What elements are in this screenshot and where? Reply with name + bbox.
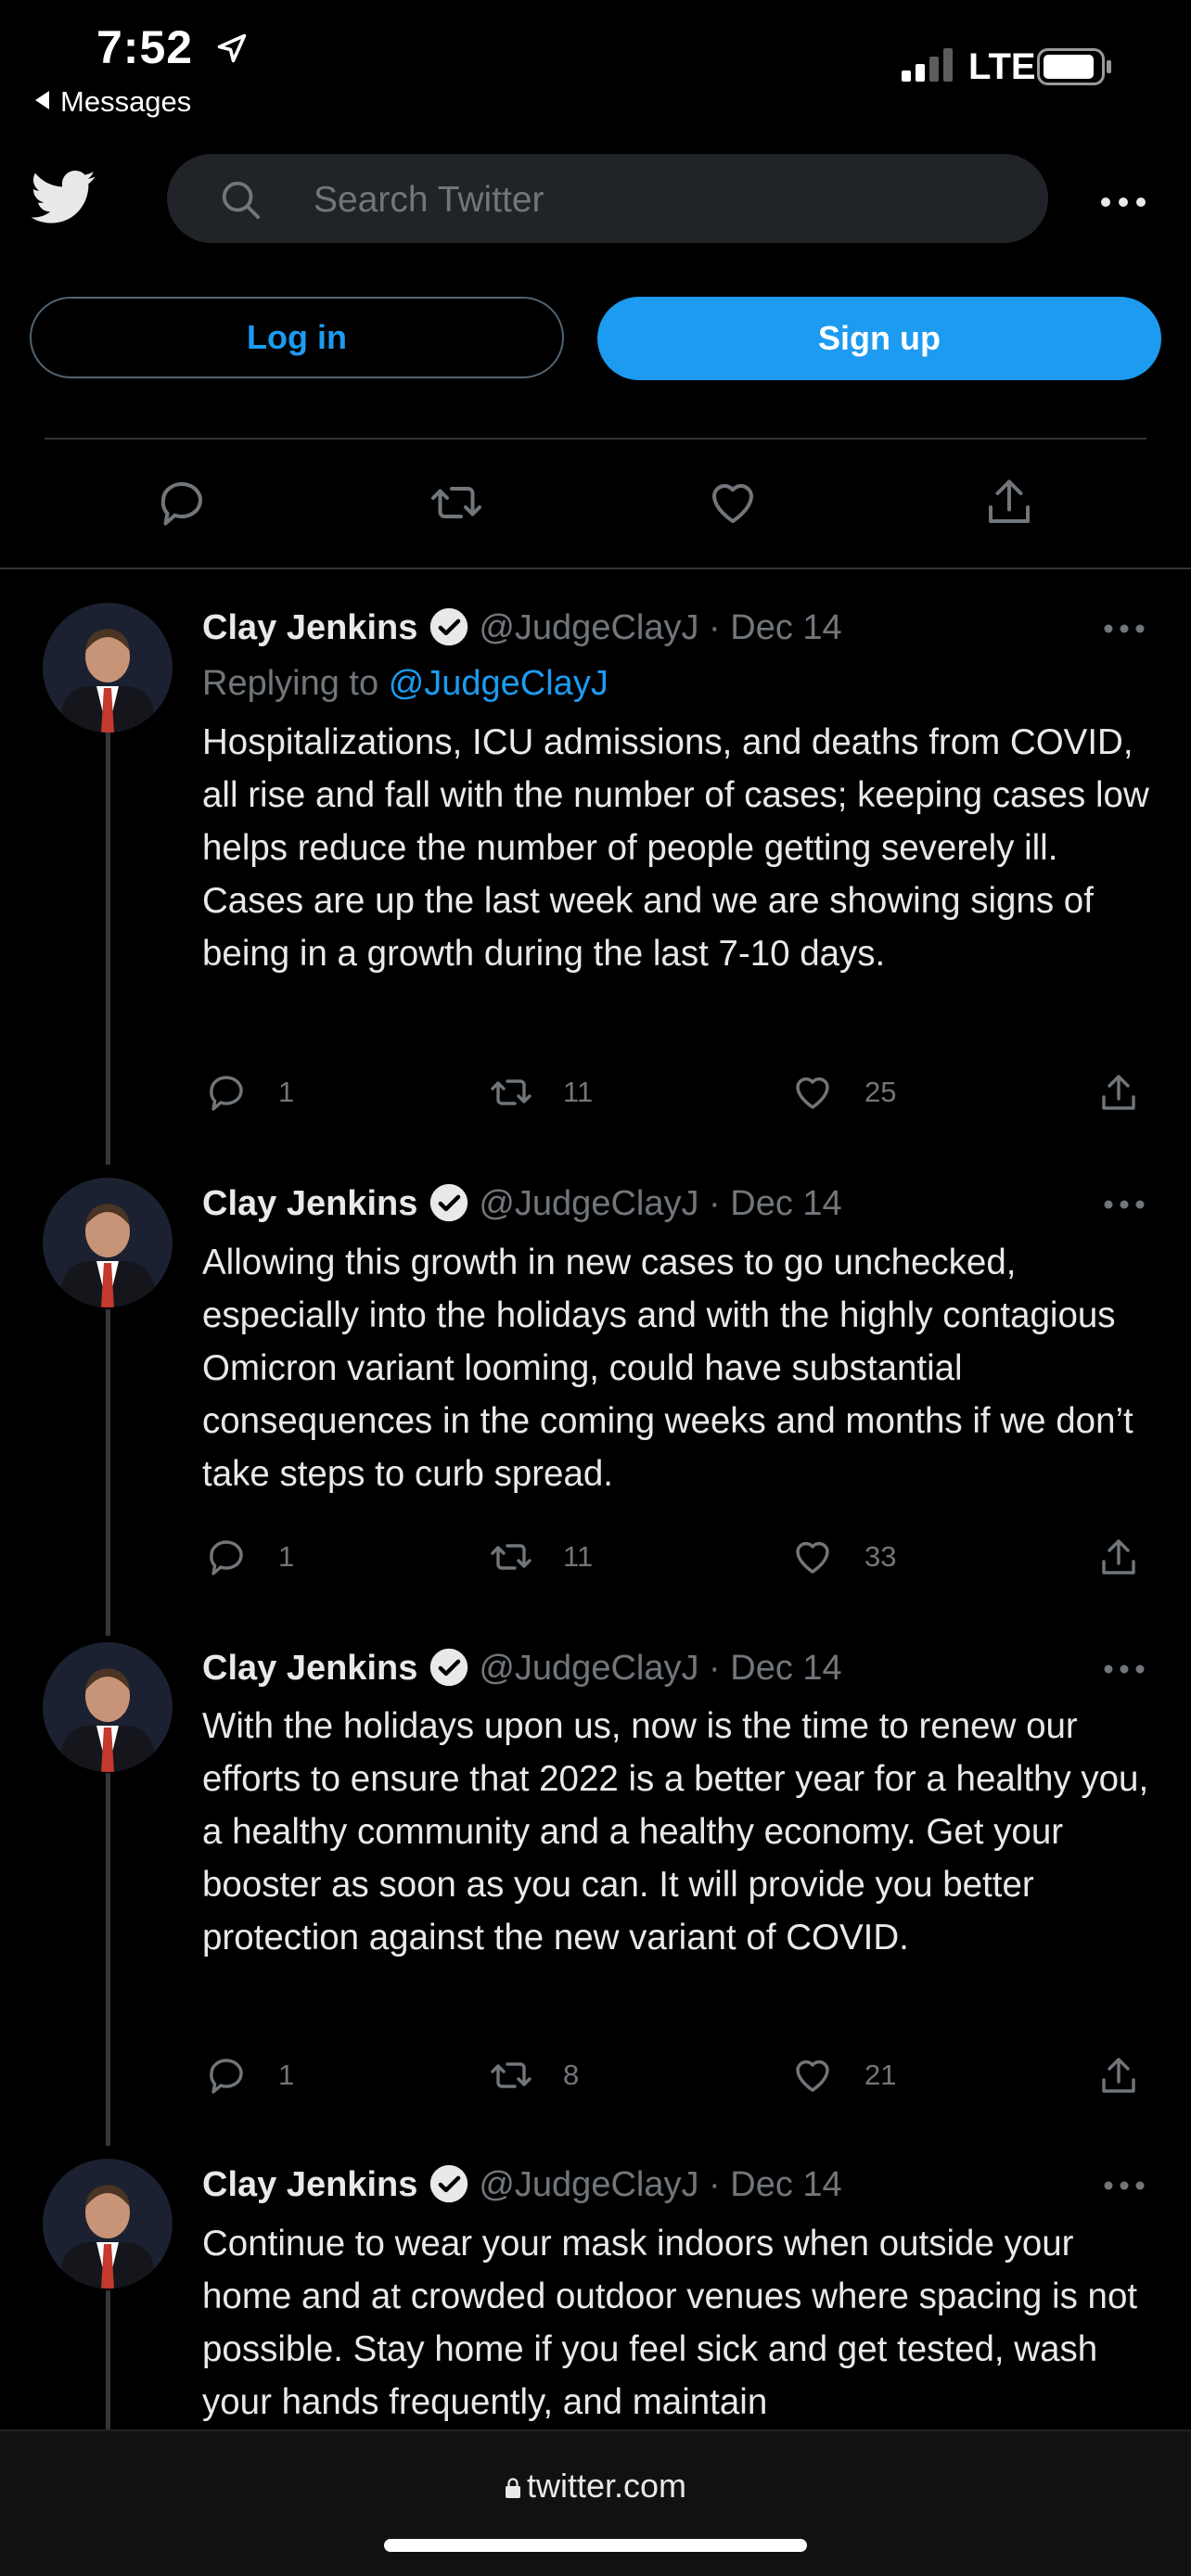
share-icon[interactable] [981, 475, 1037, 530]
author-name[interactable]: Clay Jenkins [202, 1184, 418, 1223]
divider [0, 567, 1191, 569]
search-input[interactable] [167, 154, 1048, 243]
tweet-text: With the holidays upon us, now is the time to renew our efforts to ensure that 2022 is a better year for a healthy you, a healthy community and a healthy economy. Get your booster as soon as you can. It will provide you better protection against the new variant of COVID. [202, 1706, 1149, 1958]
like-action[interactable] [790, 1069, 896, 1116]
avatar-image [43, 2159, 173, 2289]
reply-count: 1 [278, 1076, 295, 1108]
tweet-date[interactable]: · Dec 14 [709, 1649, 842, 1688]
replying-to-label: Replying to [202, 664, 379, 703]
author-handle[interactable]: @JudgeClayJ [479, 1649, 699, 1688]
retweet-action[interactable] [489, 2052, 579, 2098]
reply-icon [204, 1535, 249, 1579]
network-type: LTE [968, 46, 1036, 87]
tweet-header [202, 1647, 842, 1689]
back-label: Messages [60, 85, 192, 118]
like-count: 21 [864, 2059, 897, 2091]
thread-line [106, 2290, 110, 2429]
retweet-action[interactable] [489, 1534, 593, 1580]
like-action[interactable] [790, 1534, 896, 1580]
reply-action[interactable] [204, 1069, 294, 1116]
retweet-icon [489, 2053, 533, 2098]
author-name[interactable]: Clay Jenkins [202, 608, 418, 647]
tweet-more-icon[interactable] [1104, 1199, 1145, 1210]
avatar[interactable] [43, 1178, 173, 1307]
tweet-more-icon[interactable] [1104, 2180, 1145, 2191]
log-in-button[interactable]: Log in [30, 297, 564, 378]
home-indicator[interactable] [384, 2539, 807, 2552]
author-handle[interactable]: @JudgeClayJ [479, 608, 699, 647]
reply-icon [204, 2053, 249, 2098]
reply-icon[interactable] [154, 475, 210, 530]
back-triangle-icon [35, 91, 49, 109]
reply-icon [204, 1070, 249, 1115]
sign-up-button[interactable]: Sign up [597, 297, 1161, 380]
share-icon[interactable] [1096, 2054, 1141, 2098]
avatar[interactable] [43, 603, 173, 733]
battery-icon [1037, 48, 1113, 85]
like-action[interactable] [790, 2052, 896, 2098]
like-icon [790, 1535, 835, 1579]
share-icon[interactable] [1096, 1071, 1141, 1116]
like-icon [790, 2053, 835, 2098]
retweet-count: 11 [563, 1076, 594, 1108]
like-count: 33 [864, 1540, 897, 1573]
verified-badge-icon [429, 1647, 469, 1688]
avatar-image [43, 603, 173, 733]
tweet-date[interactable]: · Dec 14 [709, 1184, 842, 1223]
retweet-icon[interactable] [429, 475, 484, 530]
author-name[interactable]: Clay Jenkins [202, 2165, 418, 2204]
reply-action[interactable] [204, 1534, 294, 1580]
author-name[interactable]: Clay Jenkins [202, 1649, 418, 1688]
url-bar[interactable] [0, 2467, 1191, 2506]
like-icon [790, 1070, 835, 1115]
reply-count: 1 [278, 2059, 295, 2091]
retweet-action[interactable] [489, 1069, 593, 1116]
lock-icon [505, 2477, 521, 2499]
tweet-more-icon[interactable] [1104, 1664, 1145, 1675]
cellular-signal-icon [902, 48, 954, 82]
search-icon [219, 178, 262, 221]
avatar-image [43, 1178, 173, 1307]
like-count: 25 [864, 1076, 897, 1108]
author-handle[interactable]: @JudgeClayJ [479, 1184, 699, 1223]
replying-to-link[interactable]: @JudgeClayJ [388, 664, 608, 703]
tweet-text: Hospitalizations, ICU admissions, and deaths from COVID, all rise and fall with the number of cases; keeping cases low helps reduce the number of people getting severely ill. Cases are up the last week and we are showing signs of being in a growth during the last 7-10 days. [202, 722, 1149, 974]
tweet-text: Continue to wear your mask indoors when outside your home and at crowded outdoor venues where spacing is not possible. Stay home if you feel sick and get tested, wash your hands frequently, and maintain [202, 2224, 1138, 2422]
tweet-header [202, 606, 842, 648]
tweet-text: Allowing this growth in new cases to go unchecked, especially into the holidays and with the highly contagious Omicron variant looming, could have substantial consequences in the coming weeks and months if we don’t take steps to curb spread. [202, 1243, 1133, 1494]
author-handle[interactable]: @JudgeClayJ [479, 2165, 699, 2204]
divider [45, 438, 1146, 440]
status-time: 7:52 [96, 21, 194, 73]
reply-count: 1 [278, 1540, 295, 1573]
tweet-header [202, 2163, 842, 2205]
twitter-bird-icon[interactable] [32, 171, 96, 224]
location-arrow-icon [215, 32, 249, 65]
thread-line [106, 1309, 110, 1636]
verified-badge-icon [429, 606, 469, 647]
search-placeholder: Search Twitter [314, 180, 544, 220]
back-to-messages[interactable] [35, 85, 191, 119]
retweet-count: 11 [563, 1540, 594, 1573]
tweet-header [202, 1182, 842, 1224]
like-icon[interactable] [705, 475, 761, 530]
thread-line [106, 1773, 110, 2146]
verified-badge-icon [429, 2163, 469, 2204]
avatar[interactable] [43, 1642, 173, 1772]
retweet-count: 8 [563, 2059, 580, 2091]
avatar[interactable] [43, 2159, 173, 2289]
url-text: twitter.com [526, 2467, 687, 2505]
verified-badge-icon [429, 1182, 469, 1223]
replying-to [202, 664, 608, 704]
avatar-image [43, 1642, 173, 1772]
tweet-more-icon[interactable] [1104, 623, 1145, 634]
thread-line [106, 733, 110, 1165]
retweet-icon [489, 1535, 533, 1579]
share-icon[interactable] [1096, 1536, 1141, 1580]
tweet-date[interactable]: · Dec 14 [709, 608, 842, 647]
more-options-icon[interactable] [1100, 197, 1146, 208]
retweet-icon [489, 1070, 533, 1115]
tweet-date[interactable]: · Dec 14 [709, 2165, 842, 2204]
reply-action[interactable] [204, 2052, 294, 2098]
